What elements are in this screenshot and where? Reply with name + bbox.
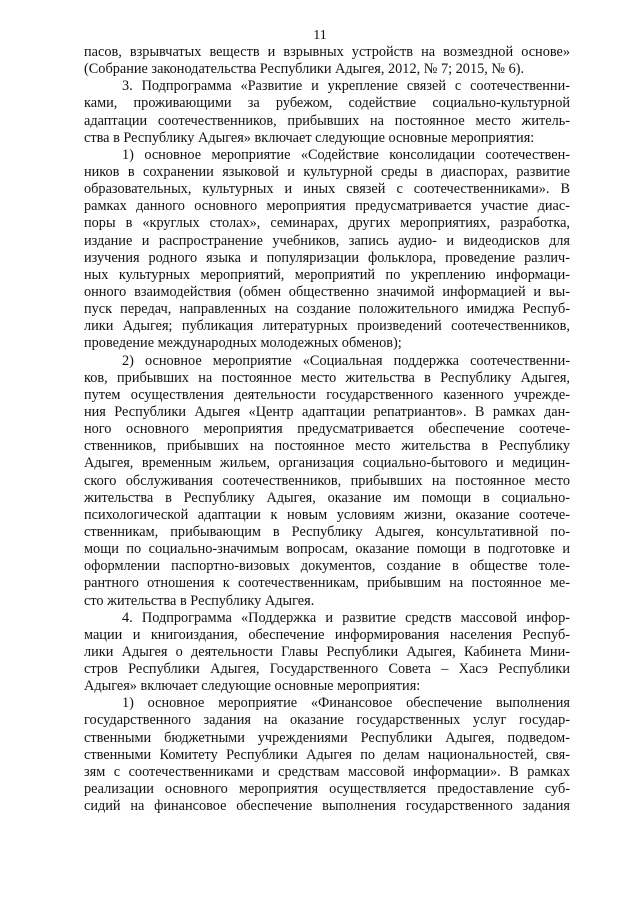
text-line: сидий на финансовое обеспечение выполнения государственного задания (84, 798, 570, 815)
page-number: 11 (313, 28, 327, 43)
text-line: реализации основного мероприятия осуществляется предоставление суб- (84, 781, 570, 798)
text-line: 4. Подпрограмма «Поддержка и развитие средств массовой инфор- (122, 609, 570, 626)
text-line: пуск передач, направленных на создание положительного имиджа Респуб- (84, 301, 570, 318)
text-line: мощи по социально-значимым вопросам, оказание помощи в подготовке и (84, 541, 570, 558)
text-line: ников в сохранении языковой и культурной среды в диаспорах, развитие (84, 163, 570, 180)
text-line: ственников, прибывших на постоянное место жительства в Республику (84, 438, 570, 455)
text-line: ственникам, прибывающим в Республику Адыгея, консультативной по- (84, 523, 570, 540)
text-line: Адыгея, временным жильем, организация социально-бытового и медицин- (84, 455, 570, 472)
text-line: 2) основное мероприятие «Социальная поддержка соотечественни- (122, 352, 570, 369)
text-line: сто жительства в Республику Адыгея. (84, 592, 315, 609)
text-line: ния Республики Адыгея «Центр адаптации репатриантов». В рамках дан- (84, 403, 570, 420)
text-line: издание и распространение учебников, запись аудио- и видеодисков для (84, 232, 570, 249)
text-line: зям с соотечественниками и средствам массовой информации». В рамках (84, 763, 570, 780)
text-line: поры в «круглых столах», семинарах, других мероприятиях, разработка, (84, 215, 570, 232)
text-line: лики Адыгея; публикация литературных произведений соотечественников, (84, 318, 570, 335)
text-line: изучения родного языка и популяризации фольклора, проведение различ- (84, 249, 570, 266)
text-line: ственными Комитету Республики Адыгея по делам национальностей, свя- (84, 746, 570, 763)
text-line: лики Адыгея о деятельности Главы Республики Адыгея, Кабинета Мини- (84, 643, 570, 660)
text-line: Адыгея» включает следующие основные мероприятия: (84, 678, 421, 695)
text-line: психологической адаптации к новым условиям жизни, оказание соотече- (84, 506, 570, 523)
text-line: 3. Подпрограмма «Развитие и укрепление связей с соотечественни- (122, 78, 570, 95)
text-line: государственного задания на оказание государственных услуг государ- (84, 712, 570, 729)
text-line: 1) основное мероприятие «Финансовое обеспечение выполнения (122, 695, 570, 712)
text-line: рантного отношения к соотечественникам, прибывшим на постоянное ме- (84, 575, 570, 592)
text-line: оформлении паспортно-визовых документов, создание в обществе толе- (84, 558, 570, 575)
text-line: ства в Республику Адыгея» включает следующие основные мероприятия: (84, 129, 535, 146)
text-line: ского обслуживания соотечественников, прибывших на постоянное место (84, 472, 570, 489)
text-line: мации и книгоиздания, обеспечение информирования населения Респуб- (84, 626, 570, 643)
text-line: (Собрание законодательства Республики Адыгея, 2012, № 7; 2015, № 6). (84, 61, 525, 78)
text-line: адаптации соотечественников, прибывших на постоянное место житель- (84, 112, 570, 129)
text-line: ками, проживающими за рубежом, содействие социально-культурной (84, 95, 570, 112)
text-line: путем осуществления деятельности государственного казенного учрежде- (84, 386, 570, 403)
text-line: ков, прибывших на постоянное место жительства в Республику Адыгея, (84, 369, 570, 386)
text-line: ных культурных мероприятий, мероприятий по укреплению информаци- (84, 266, 570, 283)
text-line: 1) основное мероприятие «Содействие консолидации соотечествен- (122, 146, 570, 163)
text-line: рамках данного основного мероприятия предусматривается участие диас- (84, 198, 570, 215)
text-line: ственными бюджетными учреждениями Республики Адыгея, подведом- (84, 729, 570, 746)
text-line: стров Республики Адыгея, Государственного Совета – Хасэ Республики (84, 661, 570, 678)
text-line: жительства в Республику Адыгея, оказание им помощи в социально- (84, 489, 570, 506)
text-line: онного взаимодействия (обмен общественно значимой информацией и вы- (84, 283, 570, 300)
text-line: образовательных, культурных и иных связей с соотечественниками». В (84, 181, 570, 198)
text-line: ного основного мероприятия предусматривается обеспечение соотече- (84, 421, 570, 438)
document-body (84, 44, 570, 815)
text-line: проведение международных молодежных обменов); (84, 335, 402, 352)
text-line: пасов, взрывчатых веществ и взрывных устройств на возмездной основе» (84, 44, 570, 60)
